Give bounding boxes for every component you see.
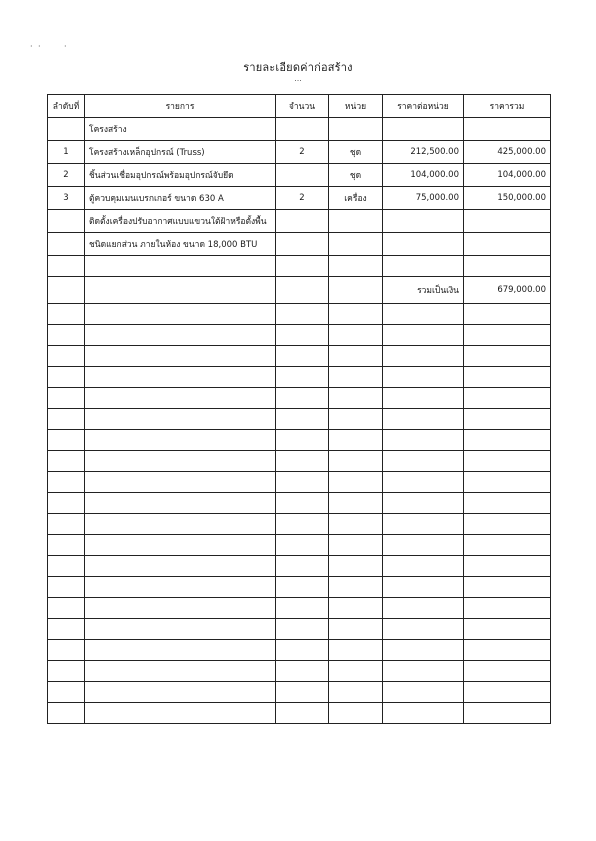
row-qty: 2 [276,187,329,210]
blank-row [48,703,551,724]
table-header-row [48,95,551,118]
row-total: 425,000.00 [464,141,551,164]
blank-row [48,493,551,514]
header-unit-price: ราคาต่อหน่วย [383,95,464,118]
cost-table [47,94,551,724]
blank-row [48,640,551,661]
row-qty: 2 [276,141,329,164]
section-label: โครงสร้าง [85,118,276,141]
blank-row [48,451,551,472]
row-total: 150,000.00 [464,187,551,210]
note-row [48,210,551,233]
table-row [48,164,551,187]
summary-row [48,277,551,304]
scan-speck: · [64,42,67,51]
scan-speck: · [38,42,41,51]
blank-row [48,619,551,640]
note-line: ชนิดแยกส่วน ภายในห้อง ขนาด 18,000 BTU [85,233,276,256]
note-line: ติดตั้งเครื่องปรับอากาศแบบแขวนใต้ฝ้าหรือตั้งพื้น [85,210,276,233]
blank-row [48,409,551,430]
row-unit-price: 104,000.00 [383,164,464,187]
blank-row [48,598,551,619]
row-item: ตู้ควบคุมเมนเบรกเกอร์ ขนาด 630 A [85,187,276,210]
row-unit-price: 212,500.00 [383,141,464,164]
blank-row [48,346,551,367]
section-row [48,118,551,141]
row-unit: เครื่อง [329,187,383,210]
summary-label: รวมเป็นเงิน [383,277,464,304]
title-mark: ... [294,74,302,83]
blank-row [48,256,551,277]
blank-row [48,556,551,577]
scan-speck: · [30,42,33,51]
page-title: รายละเอียดค่าก่อสร้าง [243,61,353,74]
blank-row [48,577,551,598]
row-no: 1 [48,141,85,164]
header-qty: จำนวน [276,95,329,118]
header-no: ลำดับที่ [48,95,85,118]
row-unit: ชุด [329,164,383,187]
row-unit-price: 75,000.00 [383,187,464,210]
row-total: 104,000.00 [464,164,551,187]
blank-row [48,535,551,556]
blank-row [48,682,551,703]
blank-row [48,388,551,409]
header-total: ราคารวม [464,95,551,118]
blank-row [48,430,551,451]
table-row [48,187,551,210]
blank-row [48,514,551,535]
header-item: รายการ [85,95,276,118]
row-no: 2 [48,164,85,187]
table-row [48,141,551,164]
row-unit: ชุด [329,141,383,164]
blank-row [48,367,551,388]
blank-row [48,304,551,325]
blank-row [48,325,551,346]
row-item: โครงสร้างเหล็กอุปกรณ์ (Truss) [85,141,276,164]
row-no: 3 [48,187,85,210]
summary-total: 679,000.00 [464,277,551,304]
note-row [48,233,551,256]
row-qty [276,164,329,187]
header-unit: หน่วย [329,95,383,118]
blank-row [48,472,551,493]
row-item: ชิ้นส่วนเชื่อมอุปกรณ์พร้อมอุปกรณ์จับยึด [85,164,276,187]
blank-row [48,661,551,682]
